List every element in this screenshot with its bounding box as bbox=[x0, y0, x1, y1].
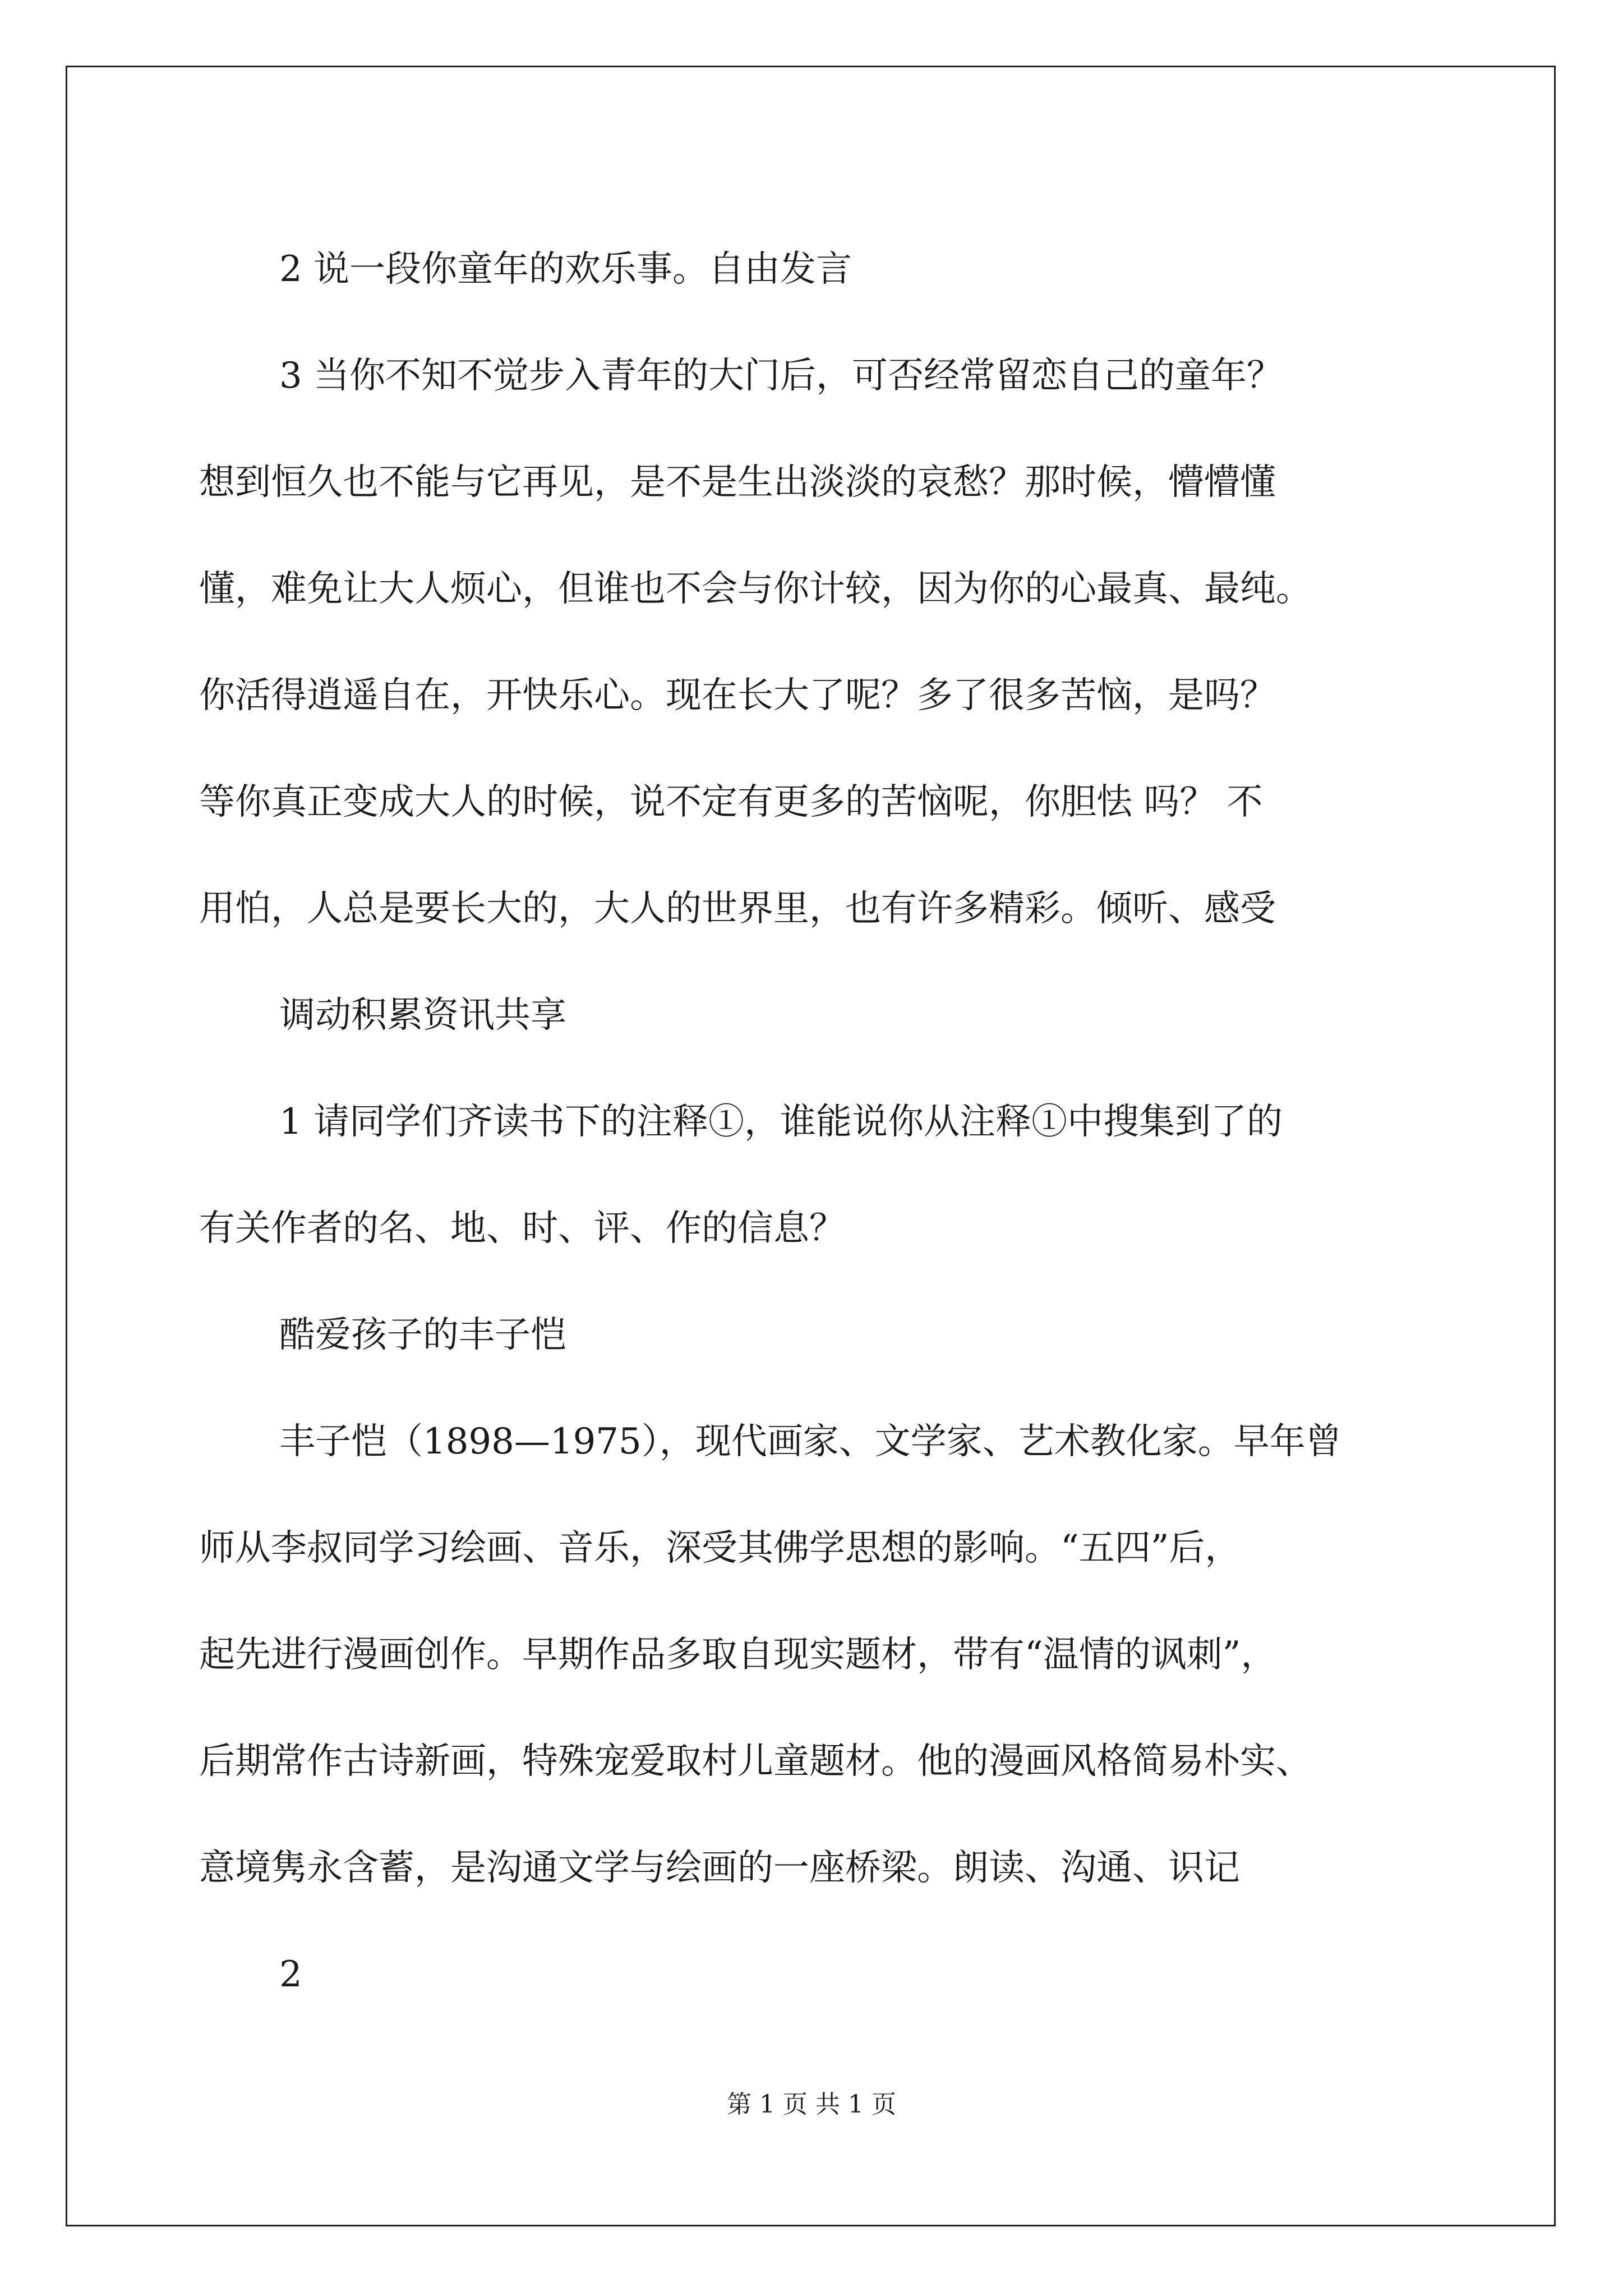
text-line: 起先进行漫画创作。早期作品多取自现实题材，带有“温情的讽刺”， bbox=[199, 1634, 1277, 1676]
text-line: 酷爱孩子的丰子恺 bbox=[279, 1314, 566, 1356]
text-line: 1 请同学们齐读书下的注释①，谁能说你从注释①中搜集到了的 bbox=[279, 1101, 1283, 1143]
paragraph-5 bbox=[199, 1921, 1438, 2028]
paragraph-3 bbox=[199, 1069, 1438, 1282]
text-line: 后期常作古诗新画，特殊宠爱取村儿童题材。他的漫画风格简易朴实、 bbox=[199, 1741, 1312, 1782]
text-line: 有关作者的名、地、时、评、作的信息？ bbox=[199, 1208, 845, 1249]
text-line: 用怕，人总是要长大的，大人的世界里，也有许多精彩。倾听、感受 bbox=[199, 888, 1276, 930]
text-line: 意境隽永含蓄，是沟通文学与绘画的一座桥梁。朗读、沟通、识记 bbox=[199, 1847, 1240, 1889]
text-line: 丰子恺（1898—1975），现代画家、文学家、艺术教化家。早年曾 bbox=[279, 1421, 1341, 1462]
paragraph-1 bbox=[199, 216, 1438, 323]
document-body bbox=[199, 216, 1438, 2028]
subheading bbox=[199, 1282, 1438, 1388]
text-line: 想到恒久也不能与它再见，是不是生出淡淡的哀愁？那时候，懵懵懂 bbox=[199, 462, 1276, 503]
text-line: 懂，难免让大人烦心，但谁也不会与你计较，因为你的心最真、最纯。 bbox=[199, 568, 1312, 610]
paragraph-2 bbox=[199, 323, 1438, 962]
text-line: 3 当你不知不觉步入青年的大门后，可否经常留恋自己的童年？ bbox=[279, 355, 1283, 397]
text-line: 2 说一段你童年的欢乐事。自由发言 bbox=[279, 249, 852, 290]
text-line: 师从李叔同学习绘画、音乐，深受其佛学思想的影响。“五四”后， bbox=[199, 1527, 1241, 1569]
text-line: 调动积累资讯共享 bbox=[279, 995, 566, 1036]
paragraph-4 bbox=[199, 1388, 1438, 1921]
text-line: 等你真正变成大人的时候，说不定有更多的苦恼呢，你胆怯 吗？ 不 bbox=[199, 781, 1263, 823]
text-line: 你活得逍遥自在，开快乐心。现在长大了呢？多了很多苦恼，是吗？ bbox=[199, 675, 1276, 716]
page-footer: 第 1 页 共 1 页 bbox=[727, 2090, 896, 2119]
section-heading bbox=[199, 962, 1438, 1069]
text-line: 2 bbox=[279, 1954, 302, 1995]
